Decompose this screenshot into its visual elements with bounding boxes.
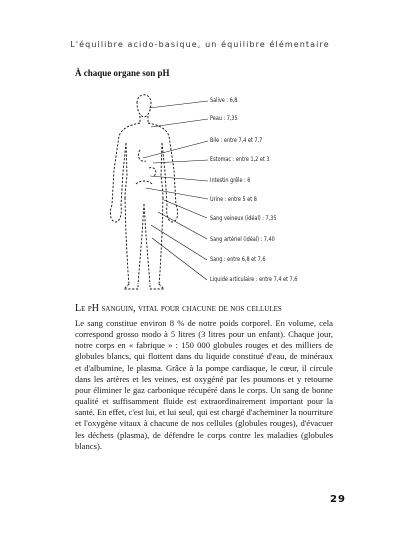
label-salive: Salive : 6,8 [210,97,238,104]
label-sang-veineux: Sang veineux (idéal) : 7,35 [210,215,277,222]
label-sang: Sang : entre 6,8 et 7,6 [210,256,266,263]
label-estomac: Estomac : entre 1,2 et 3 [210,156,270,163]
label-urine: Urine : entre 5 et 8 [210,196,257,203]
section-heading: Le pH sanguin, vital pour chacune de nos cellules [75,303,282,314]
page-number: 29 [330,494,346,505]
figure-title: À chaque organe son pH [75,68,170,78]
label-intestin-grele: Intestin grêle : 6 [210,177,251,184]
label-liquide-articulaire: Liquide articulaire : entre 7,4 et 7,6 [210,276,298,283]
label-bile: Bile : entre 7,4 et 7,7 [210,137,263,144]
label-peau: Peau : 7,35 [210,115,238,122]
body-paragraph: Le sang constitue environ 8 % de notre poids corporel. En volume, cela correspond grosso modo à 5 litres (3 litres pour un enfant). Chaque jour, notre corps en « fabrique » : 150 000 globules rouges et des milliers de globules blancs, qui flottent dans du liquide constitué d'eau, de minéraux et d'albumine, le plasma. Grâce à la pompe cardiaque, le cœur, il circule dans les artères et les veines, est oxygéné par les poumons et y retourne pour éliminer le gaz carbonique récupéré dans le corps. Un sang de bonne qualité et suffisamment fluide est extraordinairement important pour la santé. En effet, c'est lui, et lui seul, qui est chargé d'acheminer la nourriture et l'oxygène vitaux à chacune de nos cellules (globules rouges), d'évacuer les déchets (plasma), de défendre le corps contre les maladies (globules blancs). [75,318,333,451]
running-head: L'équilibre acido-basique, un équilibre élémentaire [70,40,330,49]
label-sang-arteriel: Sang artériel (idéal) : 7,40 [210,236,275,243]
